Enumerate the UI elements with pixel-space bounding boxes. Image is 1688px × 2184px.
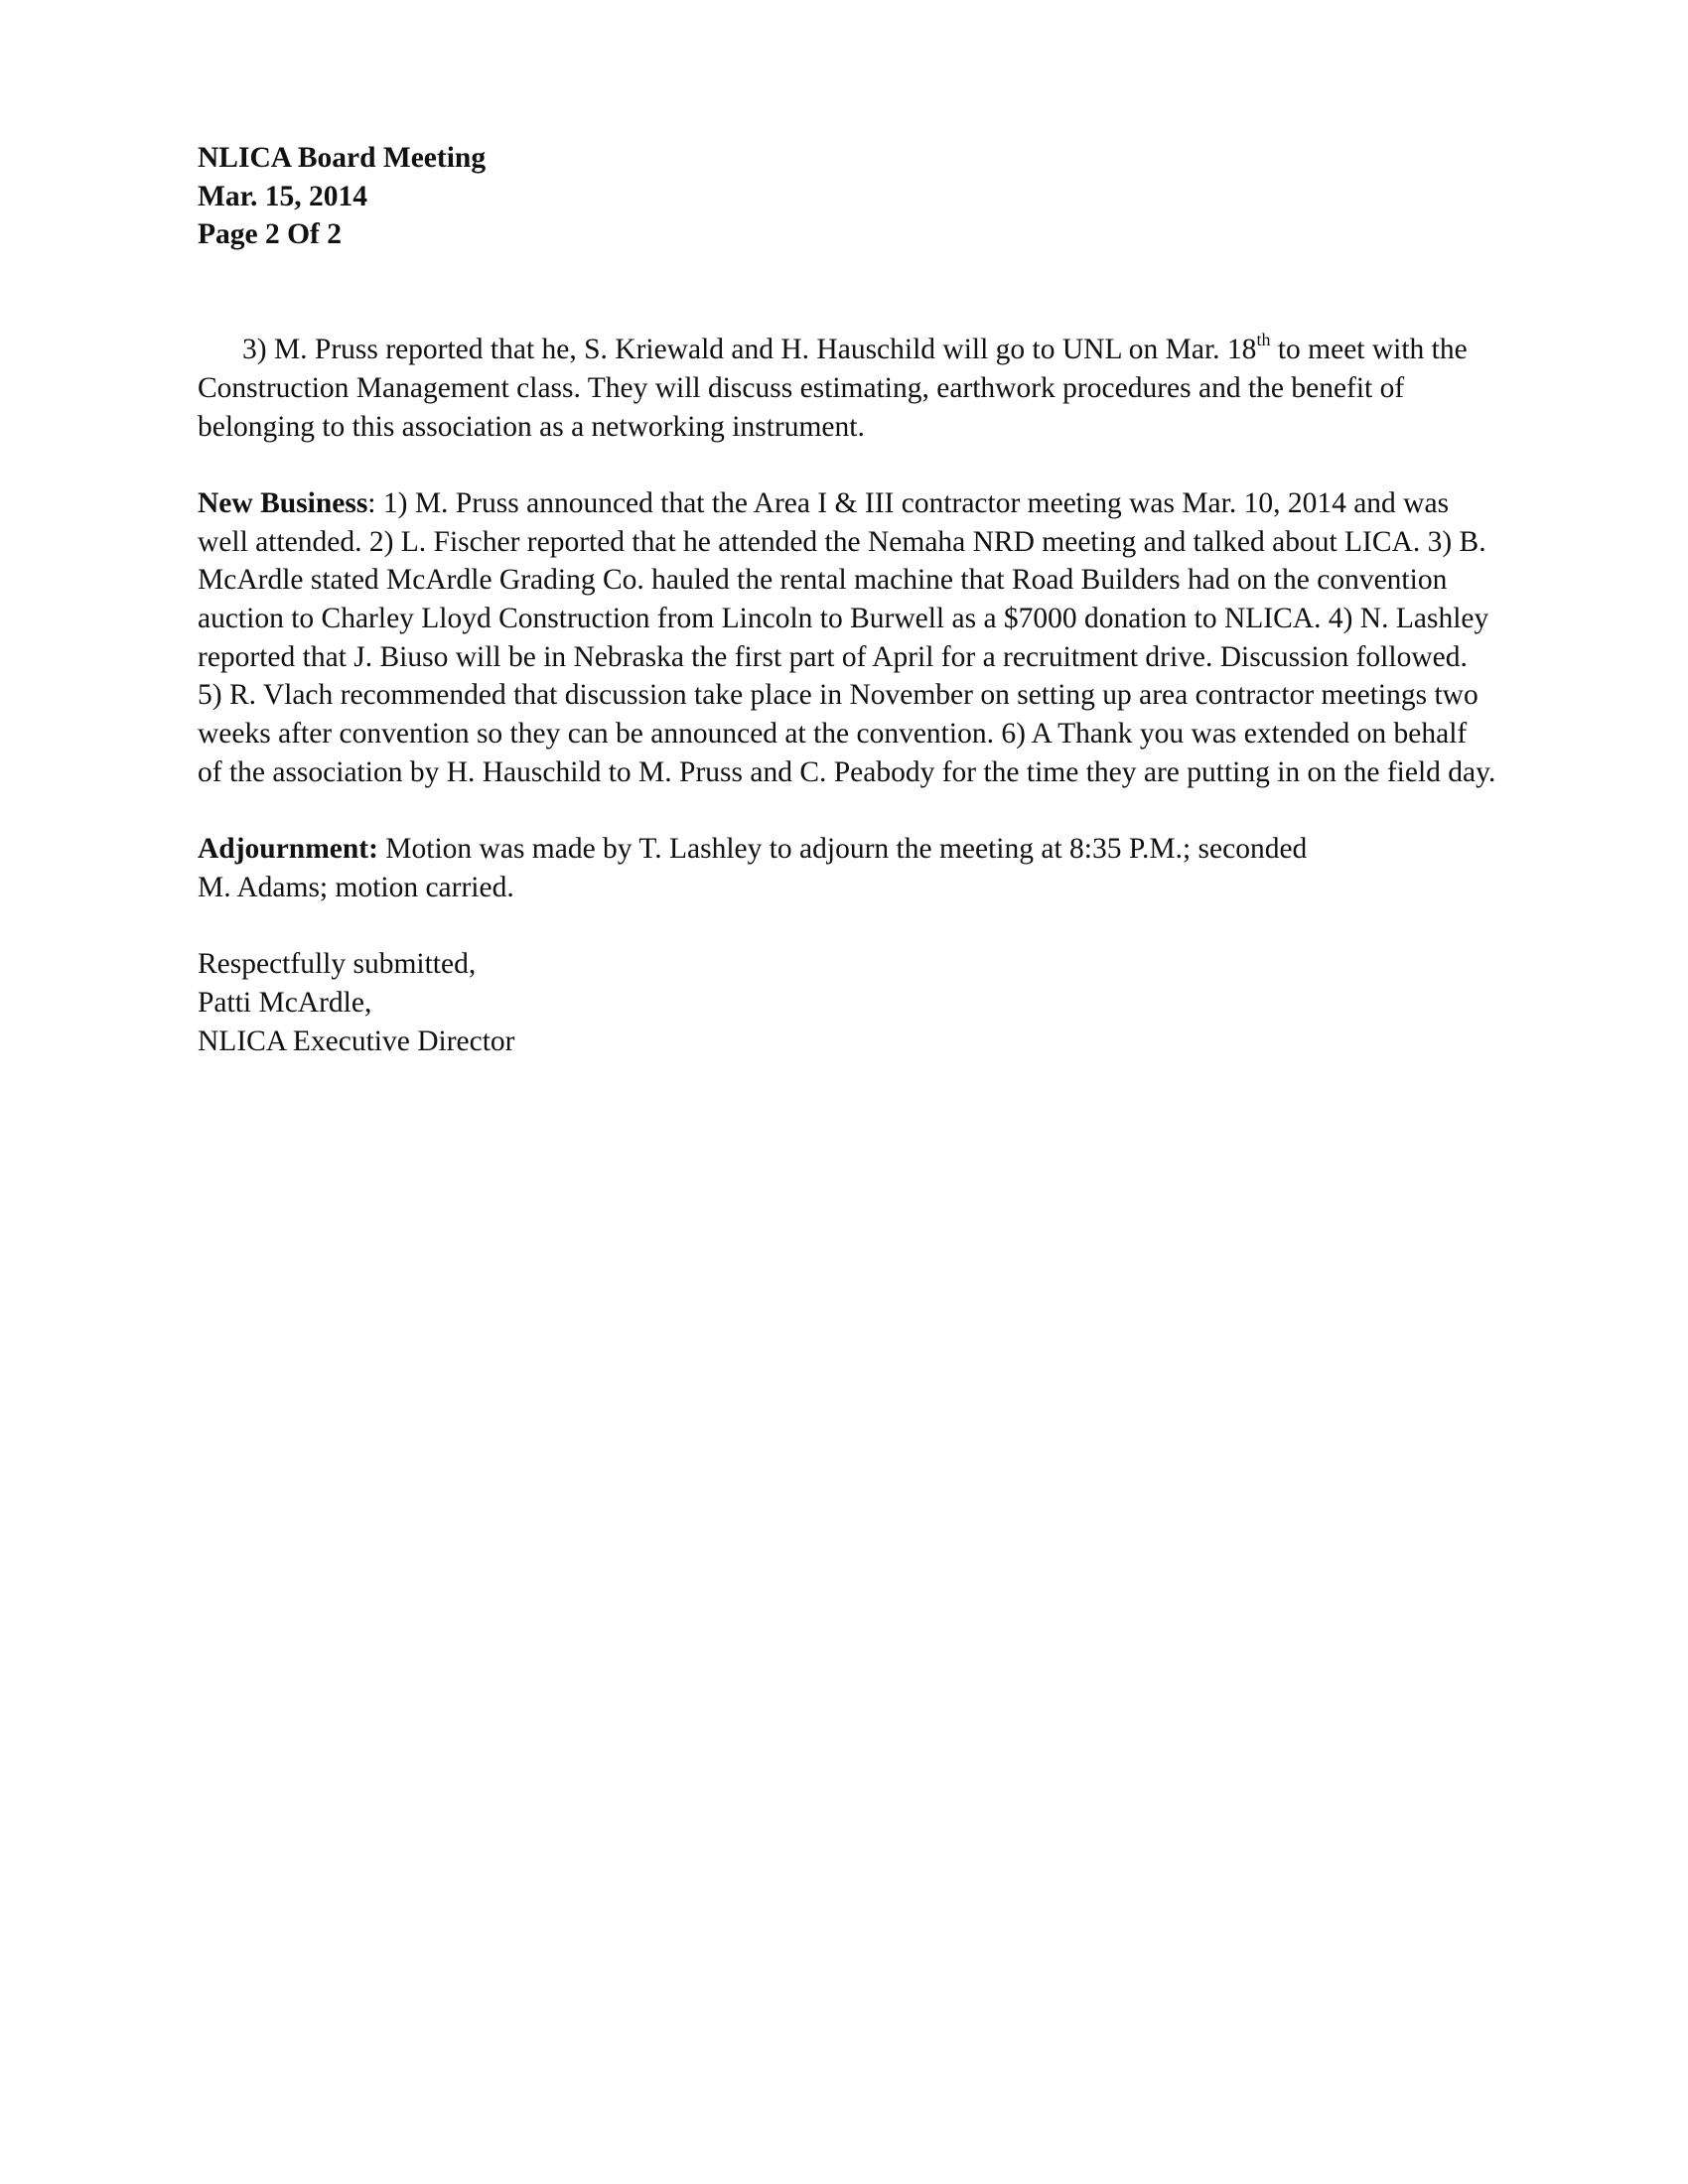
spacer — [198, 446, 1498, 484]
document-body — [198, 139, 1498, 1060]
adjournment-text-line-2: M. Adams; motion carried. — [198, 871, 514, 903]
adjournment-text-line-1: Motion was made by T. Lashley to adjourn the meeting at 8:35 P.M.; seconded — [377, 833, 1308, 866]
meeting-date: Mar. 15, 2014 — [198, 180, 367, 212]
signer-name: Patti McArdle, — [198, 987, 372, 1020]
ordinal-suffix: th — [1256, 330, 1271, 350]
spacer — [198, 792, 1498, 831]
document-title: NLICA Board Meeting — [198, 142, 487, 174]
adjournment-paragraph — [198, 830, 1498, 906]
new-business-text: : 1) M. Pruss announced that the Area I & III contractor meeting was Mar. 10, 2014 and was well attended. 2) L. Fischer reported that he attended the Nemaha NRD meeting and talked about LICA. 3) B. McArdle stated McArdle Grading Co. hauled the rental machine that Road Builders had on the convention auction to Charley Lloyd Construction from Lincoln to Burwell as a $7000 donation to NLICA. 4) N. Lashley reported that J. Biuso will be in Nebraska the first part of April for a recruitment drive. Discussion followed. 5) R. Vlach recommended that discussion take place in November on setting up area contractor meetings two weeks after convention so they can be announced at the convention. 6) A Thank you was extended on behalf of the association by H. Hauschild to M. Pruss and C. Peabody for the time they are putting in on the field day. — [198, 486, 1496, 788]
spacer — [198, 254, 1498, 331]
page-number: Page 2 Of 2 — [198, 218, 343, 251]
spacer — [198, 907, 1498, 946]
new-business-paragraph — [198, 484, 1498, 792]
new-business-label: New Business — [198, 486, 368, 519]
signer-title: NLICA Executive Director — [198, 1024, 515, 1057]
closing-line: Respectfully submitted, — [198, 948, 477, 981]
adjournment-label: Adjournment: — [198, 833, 378, 866]
item-3-text: 3) M. Pruss reported that he, S. Kriewald and H. Hauschild will go to UNL on Mar. 18 — [242, 334, 1257, 366]
item-3-text-continued: to meet with the Construction Management class. They will discuss estimating, earthwork procedures and the benefit of belonging to this association as a networking instrument. — [198, 334, 1468, 443]
item-3-paragraph — [198, 331, 1498, 446]
